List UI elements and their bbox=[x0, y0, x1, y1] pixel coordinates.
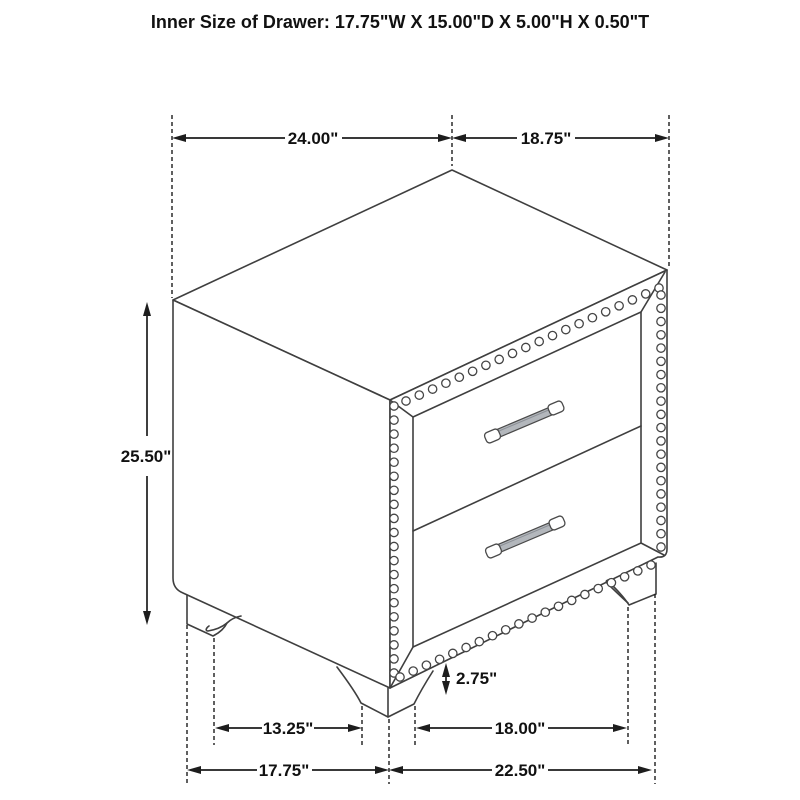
nailhead-dot bbox=[390, 528, 398, 536]
nailhead-dot bbox=[390, 472, 398, 480]
dim-label-base-depth: 17.75" bbox=[258, 761, 310, 780]
arrowhead bbox=[375, 766, 389, 774]
nailhead-dot bbox=[594, 584, 602, 592]
dim-base-depth bbox=[187, 761, 389, 780]
nailhead-dot bbox=[482, 361, 490, 369]
nailhead-dot bbox=[657, 516, 665, 524]
dim-front-leg-spacing bbox=[416, 719, 627, 738]
dim-label-leg-height: 2.75" bbox=[456, 669, 498, 688]
nailhead-dot bbox=[428, 385, 436, 393]
nailhead-dot bbox=[390, 655, 398, 663]
arrowhead bbox=[187, 766, 201, 774]
nailhead-dot bbox=[657, 291, 665, 299]
nailhead-dot bbox=[390, 556, 398, 564]
arrowhead bbox=[143, 611, 151, 625]
nailhead-dot bbox=[647, 561, 655, 569]
nailhead-dot bbox=[607, 579, 615, 587]
nailhead-dot bbox=[488, 632, 496, 640]
arrowhead bbox=[348, 724, 362, 732]
nailhead-dot bbox=[390, 570, 398, 578]
nailhead-dot bbox=[634, 567, 642, 575]
nailhead-dot bbox=[508, 349, 516, 357]
arrowhead bbox=[442, 681, 450, 695]
nailhead-dot bbox=[541, 608, 549, 616]
nailhead-dot bbox=[657, 463, 665, 471]
nailhead-dot bbox=[581, 590, 589, 598]
nailhead-dot bbox=[390, 430, 398, 438]
nailhead-dot bbox=[657, 437, 665, 445]
dim-height bbox=[121, 302, 172, 625]
nailhead-dot bbox=[657, 344, 665, 352]
dim-label-top-depth: 18.75" bbox=[520, 129, 572, 148]
nailhead-dot bbox=[390, 458, 398, 466]
nailhead-dot bbox=[535, 337, 543, 345]
nailhead-dot bbox=[657, 530, 665, 538]
nailhead-dot bbox=[422, 661, 430, 669]
arrowhead bbox=[143, 302, 151, 316]
dim-label-side-leg-spacing: 13.25" bbox=[262, 719, 314, 738]
nailhead-dot bbox=[568, 596, 576, 604]
dim-label-front-leg-spacing: 18.00" bbox=[494, 719, 546, 738]
nailhead-dot bbox=[620, 573, 628, 581]
nailhead-dot bbox=[657, 477, 665, 485]
nailhead-dot bbox=[455, 373, 463, 381]
nailhead-dot bbox=[657, 317, 665, 325]
nailhead-dot bbox=[449, 649, 457, 657]
nailhead-dot bbox=[588, 314, 596, 322]
nailhead-dot bbox=[522, 343, 530, 351]
nailhead-dot bbox=[390, 402, 398, 410]
nailhead-dot bbox=[657, 503, 665, 511]
nailhead-dot bbox=[390, 599, 398, 607]
nailhead-dot bbox=[435, 655, 443, 663]
nailhead-dot bbox=[602, 308, 610, 316]
diagram-title: Inner Size of Drawer: 17.75"W X 15.00"D X 5.00"H X 0.50"T bbox=[150, 12, 650, 32]
arrowhead bbox=[655, 134, 669, 142]
nailhead-dot bbox=[390, 613, 398, 621]
nailhead-dot bbox=[548, 331, 556, 339]
dim-label-height: 25.50" bbox=[120, 447, 172, 466]
nailhead-dot bbox=[528, 614, 536, 622]
nailhead-dot bbox=[515, 620, 523, 628]
arrowhead bbox=[389, 766, 403, 774]
arrowhead bbox=[215, 724, 229, 732]
dim-leg-height bbox=[442, 663, 497, 695]
nailhead-dot bbox=[402, 397, 410, 405]
nailhead-dot bbox=[657, 423, 665, 431]
nailhead-dot bbox=[390, 514, 398, 522]
nailhead-dot bbox=[475, 637, 483, 645]
nailhead-dot bbox=[390, 585, 398, 593]
nailhead-dot bbox=[390, 416, 398, 424]
dim-base-width bbox=[389, 761, 652, 780]
nailhead-dot bbox=[657, 397, 665, 405]
dim-side-leg-spacing bbox=[215, 719, 362, 738]
arrowhead bbox=[613, 724, 627, 732]
nailhead-dot bbox=[502, 626, 510, 634]
arrowhead bbox=[638, 766, 652, 774]
dim-label-base-width: 22.50" bbox=[494, 761, 546, 780]
nailhead-dot bbox=[396, 673, 404, 681]
nailhead-dot bbox=[409, 667, 417, 675]
nailhead-dot bbox=[495, 355, 503, 363]
arrowhead bbox=[442, 663, 450, 677]
nailhead-dot bbox=[468, 367, 476, 375]
nailhead-dot bbox=[575, 320, 583, 328]
nailhead-dot bbox=[657, 410, 665, 418]
dim-label-top-width: 24.00" bbox=[287, 129, 339, 148]
dim-top-width bbox=[172, 129, 452, 148]
nailhead-dot bbox=[390, 627, 398, 635]
arrowhead bbox=[416, 724, 430, 732]
nailhead-dot bbox=[554, 602, 562, 610]
arrowhead bbox=[452, 134, 466, 142]
nailhead-dot bbox=[657, 384, 665, 392]
nailhead-dot bbox=[390, 500, 398, 508]
nailhead-dot bbox=[657, 331, 665, 339]
nailhead-dot bbox=[390, 444, 398, 452]
nailhead-dot bbox=[390, 486, 398, 494]
nailhead-dot bbox=[657, 543, 665, 551]
arrowhead bbox=[438, 134, 452, 142]
nailhead-dot bbox=[657, 304, 665, 312]
nailhead-dot bbox=[657, 490, 665, 498]
nailhead-dot bbox=[390, 641, 398, 649]
nailhead-dot bbox=[657, 450, 665, 458]
nailhead-dot bbox=[657, 357, 665, 365]
nailhead-dot bbox=[390, 542, 398, 550]
nailhead-dot bbox=[442, 379, 450, 387]
nailhead-dot bbox=[628, 296, 636, 304]
nailhead-dot bbox=[415, 391, 423, 399]
nailhead-dot bbox=[562, 325, 570, 333]
nailhead-dot bbox=[462, 643, 470, 651]
nailhead-dot bbox=[642, 290, 650, 298]
nightstand-drawing bbox=[173, 170, 667, 717]
nailhead-dot bbox=[615, 302, 623, 310]
arrowhead bbox=[172, 134, 186, 142]
nailhead-dot bbox=[657, 370, 665, 378]
dim-top-depth bbox=[452, 129, 669, 148]
